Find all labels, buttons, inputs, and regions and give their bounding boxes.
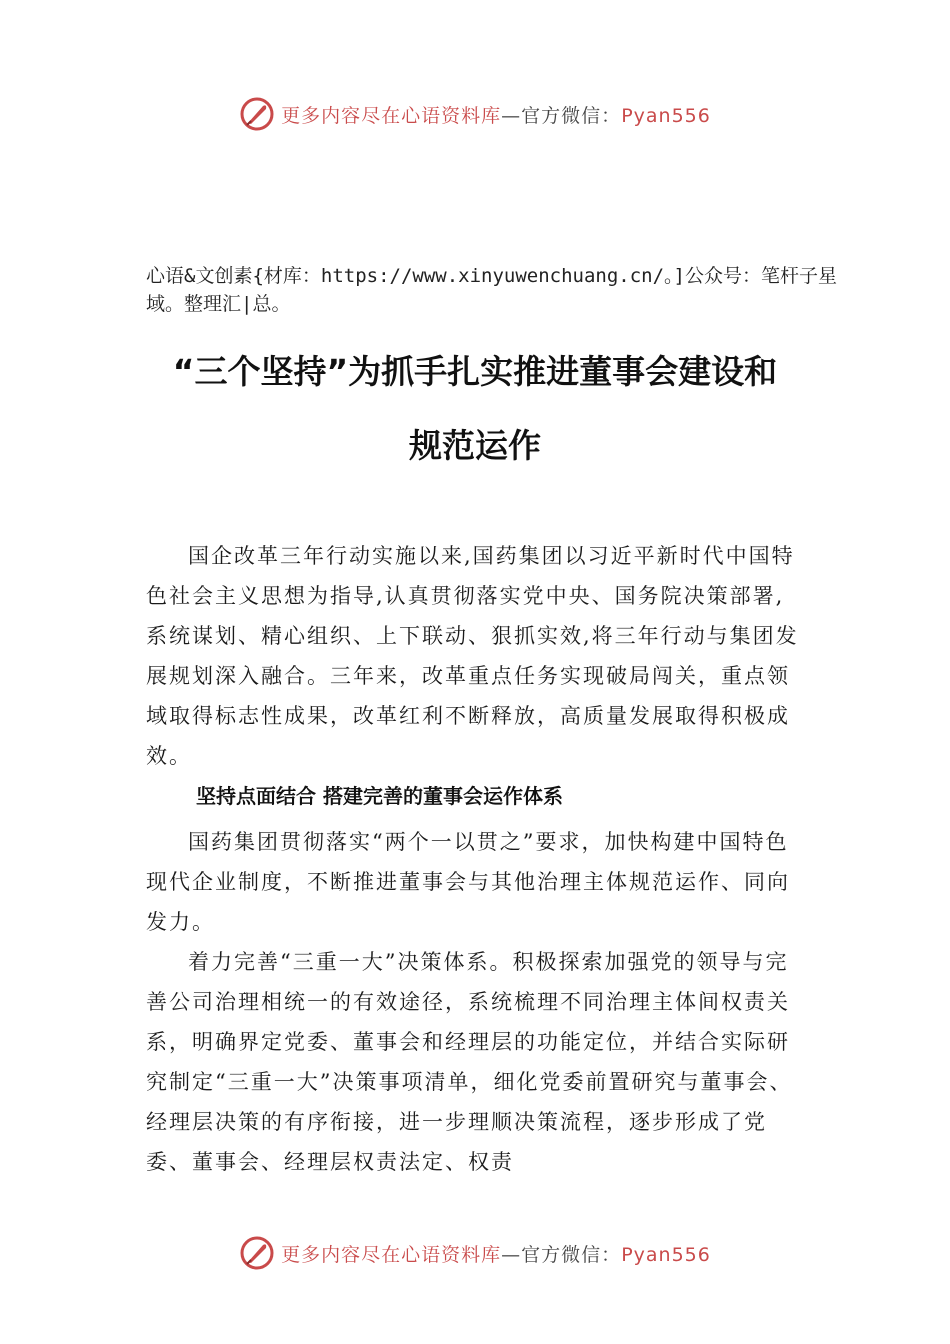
intro-paragraph: 国企改革三年行动实施以来,国药集团以习近平新时代中国特色社会主义思想为指导,认真贯彻落实党中央、国务院决策部署,系统谋划、精心组织、上下联动、狠抓实效,将三年行动与集团发展规划深入融合。三年来，改革重点任务实现破局闯关，重点领域取得标志性成果，改革红利不断释放，高质量发展取得积极成效。 [146, 544, 799, 768]
header-watermark-banner [0, 94, 950, 134]
banner-dash: — [501, 1243, 522, 1266]
banner-brand: 更多内容尽在心语资料库 [281, 104, 502, 127]
banner-wechat-id: Pyan556 [621, 1243, 711, 1266]
quill-pen-logo-icon [239, 96, 275, 132]
quill-pen-logo-icon [239, 1235, 275, 1271]
source-note: 心语&文创素{材库：https://www.xinyuwenchuang.cn/。]公众号：笔杆子星域。整理汇|总。 [146, 265, 837, 315]
section-paragraph-1: 国药集团贯彻落实“两个一以贯之”要求，加快构建中国特色现代企业制度，不断推进董事会与其他治理主体规范运作、同向发力。 [146, 830, 790, 934]
footer-watermark-banner [0, 1233, 950, 1273]
banner-text [281, 1240, 711, 1267]
banner-wechat-id: Pyan556 [621, 104, 711, 127]
page-title-line-1: “三个坚持”为抓手扎实推进董事会建设和 [172, 352, 778, 391]
section-paragraph-2: 着力完善“三重一大”决策体系。积极探索加强党的领导与完善公司治理相统一的有效途径，系统梳理不同治理主体间权责关系，明确界定党委、董事会和经理层的功能定位，并结合实际研究制定“三重一大”决策事项清单，细化党委前置研究与董事会、经理层决策的有序衔接，进一步理顺决策流程，逐步形成了党委、董事会、经理层权责法定、权责 [146, 950, 793, 1174]
banner-dash: — [501, 104, 522, 127]
section-heading: 坚持点面结合 搭建完善的董事会运作体系 [196, 784, 563, 808]
banner-brand: 更多内容尽在心语资料库 [281, 1243, 502, 1266]
banner-wechat-label: 官方微信： [521, 104, 622, 127]
page-title-line-2: 规范运作 [409, 426, 541, 465]
banner-text [281, 101, 711, 128]
banner-wechat-label: 官方微信： [521, 1243, 622, 1266]
